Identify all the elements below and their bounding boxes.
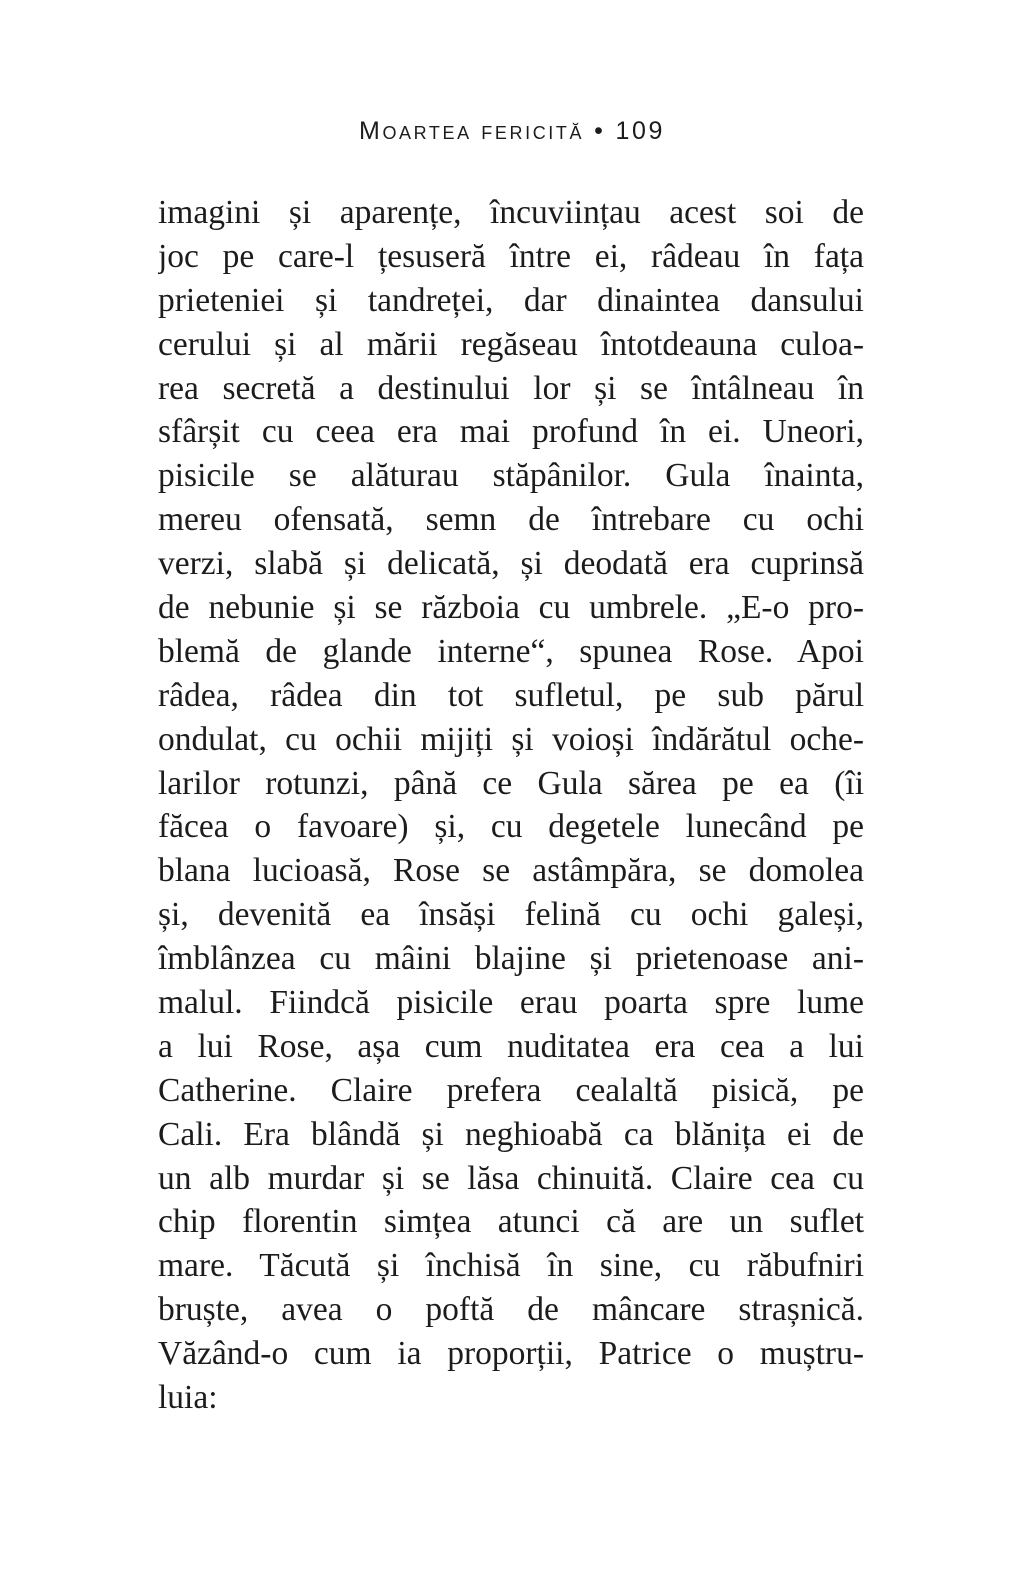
page-number: 109: [615, 117, 665, 145]
text-line: luia:: [158, 1379, 218, 1417]
text-line: larilor rotunzi, până ce Gula sărea pe ea (îi: [158, 764, 864, 802]
text-line: malul. Fiindcă pisicile erau poarta spre lume: [158, 984, 864, 1022]
text-line: cerului și al mării regăseau întotdeauna culoa-: [158, 325, 864, 363]
text-line: ondulat, cu ochii mijiți și voioși îndărătul oche-: [158, 720, 864, 758]
text-line: Văzând-o cum ia proporții, Patrice o muștru-: [158, 1335, 864, 1373]
text-line: îmblânzea cu mâini blajine și prietenoase ani-: [158, 940, 864, 978]
text-line: și, devenită ea însăși felină cu ochi galeși,: [158, 896, 864, 934]
text-line: chip florentin simțea atunci că are un suflet: [158, 1203, 864, 1241]
text-line: prieteniei și tandreței, dar dinaintea dansului: [158, 281, 864, 319]
text-line: blemă de glande interne“, spunea Rose. Apoi: [158, 632, 864, 670]
text-line: joc pe care-l țesuseră între ei, râdeau în fața: [158, 237, 864, 275]
text-line: rea secretă a destinului lor și se întâlneau în: [158, 369, 864, 407]
header-separator: •: [594, 117, 606, 145]
text-line: imagini și aparențe, încuviințau acest soi de: [158, 194, 864, 231]
text-line: făcea o favoare) și, cu degetele lunecând pe: [158, 808, 864, 846]
body-text: [158, 191, 864, 1420]
text-line: bruște, avea o poftă de mâncare strașnică.: [158, 1291, 864, 1329]
text-line: a lui Rose, așa cum nuditatea era cea a lui: [158, 1027, 864, 1065]
text-line: sfârșit cu ceea era mai profund în ei. Uneori,: [158, 413, 864, 451]
running-head: [0, 114, 1024, 148]
text-line: blana lucioasă, Rose se astâmpăra, se domolea: [158, 852, 864, 890]
text-line: un alb murdar și se lăsa chinuită. Claire cea cu: [158, 1159, 864, 1197]
text-line: Cali. Era blândă și neghioabă ca blănița ei de: [158, 1115, 864, 1153]
text-line: mare. Tăcută și închisă în sine, cu răbufniri: [158, 1247, 864, 1285]
text-line: Catherine. Claire prefera cealaltă pisică, pe: [158, 1071, 864, 1109]
text-line: pisicile se alăturau stăpânilor. Gula înainta,: [158, 457, 864, 495]
text-line: verzi, slabă și delicată, și deodată era cuprinsă: [158, 545, 864, 583]
text-line: de nebunie și se războia cu umbrele. „E-o pro-: [158, 589, 864, 627]
text-line: râdea, râdea din tot sufletul, pe sub părul: [158, 676, 864, 714]
book-title: Moartea fericită: [359, 117, 585, 145]
text-line: mereu ofensată, semn de întrebare cu ochi: [158, 501, 864, 539]
